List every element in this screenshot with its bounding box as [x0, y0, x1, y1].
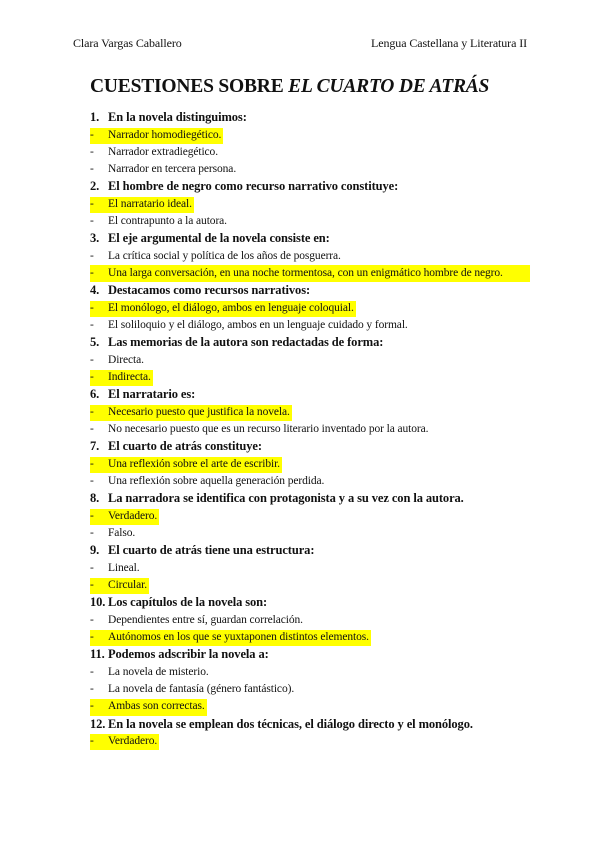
- answer-option-highlighted: [90, 698, 530, 715]
- question-item: [90, 109, 530, 178]
- option-text: El narratario ideal.: [108, 197, 192, 210]
- question-text: Las memorias de la autora son redactadas de forma:: [108, 335, 384, 350]
- question-number: 4.: [90, 283, 100, 298]
- option-text: Una reflexión sobre aquella generación perdida.: [108, 475, 325, 487]
- question-text: El eje argumental de la novela consiste en:: [108, 231, 330, 246]
- question-item: [90, 490, 530, 542]
- question-heading: [90, 490, 530, 508]
- question-heading: [90, 386, 530, 404]
- answer-option-highlighted: [90, 369, 530, 386]
- option-text: La novela de misterio.: [108, 665, 209, 678]
- answer-option: [90, 525, 530, 542]
- option-text: Narrador homodiegético.: [108, 128, 222, 141]
- option-text: El contrapunto a la autora.: [108, 215, 227, 227]
- answer-option-highlighted: [90, 629, 530, 646]
- question-number: 12.: [90, 716, 106, 731]
- question-number: 2.: [90, 179, 100, 194]
- answer-option: [90, 161, 530, 178]
- list-dash: -: [90, 197, 94, 210]
- page-header: [73, 36, 527, 51]
- answer-option: [90, 317, 530, 334]
- answer-option: [90, 352, 530, 369]
- answer-option: [90, 560, 530, 577]
- question-heading: [90, 716, 530, 734]
- question-number: 7.: [90, 439, 100, 454]
- answer-option: [90, 248, 530, 265]
- list-dash: -: [90, 613, 94, 626]
- question-item: [90, 594, 530, 646]
- answer-option: [90, 213, 530, 230]
- list-dash: -: [90, 475, 94, 487]
- answer-option: [90, 421, 530, 438]
- answer-option: [90, 664, 530, 681]
- answer-option: [90, 681, 530, 698]
- question-heading: [90, 438, 530, 456]
- question-text: Podemos adscribir la novela a:: [108, 647, 269, 662]
- option-text: La novela de fantasía (género fantástico).: [108, 683, 295, 695]
- question-item: [90, 646, 530, 715]
- list-dash: -: [90, 405, 94, 418]
- question-number: 6.: [90, 387, 100, 402]
- title-prefix: CUESTIONES SOBRE: [90, 76, 289, 97]
- list-dash: -: [90, 301, 94, 314]
- question-heading: [90, 178, 530, 196]
- question-text: En la novela se emplean dos técnicas, el diálogo directo y el monólogo.: [108, 716, 473, 731]
- question-text: En la novela distinguimos:: [108, 110, 247, 124]
- list-dash: -: [90, 319, 94, 331]
- option-text: El monólogo, el diálogo, ambos en lenguaje coloquial.: [108, 301, 354, 314]
- option-text: Falso.: [108, 527, 136, 539]
- question-number: 10.: [90, 595, 106, 610]
- list-dash: -: [90, 665, 94, 678]
- answer-option-highlighted: [90, 127, 530, 144]
- answer-option-highlighted: [90, 577, 530, 594]
- question-number: 3.: [90, 231, 100, 246]
- question-heading: [90, 230, 530, 248]
- answer-option: [90, 144, 530, 161]
- question-text: El cuarto de atrás tiene una estructura:: [108, 543, 315, 558]
- option-text: Verdadero.: [108, 509, 158, 522]
- list-dash: -: [90, 579, 94, 591]
- question-heading: [90, 334, 530, 352]
- option-text: Dependientes entre sí, guardan correlación.: [108, 613, 303, 626]
- question-heading: [90, 594, 530, 612]
- option-text: Una larga conversación, en una noche tormentosa, con un enigmático hombre de negro.: [108, 267, 503, 279]
- list-dash: -: [90, 509, 94, 522]
- list-dash: -: [90, 735, 94, 747]
- question-number: 8.: [90, 491, 100, 506]
- title-work: EL CUARTO DE ATRÁS: [288, 76, 490, 97]
- list-dash: -: [90, 145, 94, 158]
- list-dash: -: [90, 215, 94, 227]
- question-number: 9.: [90, 543, 100, 558]
- option-text: Ambas son correctas.: [108, 700, 205, 713]
- question-heading: [90, 282, 530, 300]
- option-text: El soliloquio y el diálogo, ambos en un lenguaje cuidado y formal.: [108, 319, 408, 331]
- option-text: Verdadero.: [108, 735, 158, 747]
- option-text: No necesario puesto que es un recurso literario inventado por la autora.: [108, 423, 429, 435]
- question-heading: [90, 646, 530, 664]
- question-heading: [90, 542, 530, 560]
- list-dash: -: [90, 423, 94, 435]
- question-item: [90, 178, 530, 230]
- option-text: Narrador en tercera persona.: [108, 163, 237, 175]
- list-dash: -: [90, 527, 94, 539]
- header-course: Lengua Castellana y Literatura II: [371, 36, 527, 50]
- question-number: 11.: [90, 647, 105, 662]
- question-item: [90, 716, 530, 751]
- question-text: El hombre de negro como recurso narrativo constituye:: [108, 179, 399, 194]
- answer-option: [90, 612, 530, 629]
- answer-option-highlighted: [90, 196, 530, 213]
- list-dash: -: [90, 128, 94, 141]
- answer-option-highlighted: [90, 404, 530, 421]
- list-dash: -: [90, 631, 94, 643]
- answer-option-highlighted: [90, 265, 530, 282]
- question-text: Los capítulos de la novela son:: [108, 595, 268, 610]
- page-title: [90, 76, 489, 98]
- list-dash: -: [90, 163, 94, 175]
- question-item: [90, 542, 530, 594]
- option-text: La crítica social y política de los años de posguerra.: [108, 249, 341, 262]
- list-dash: -: [90, 457, 94, 470]
- question-text: El narratario es:: [108, 387, 196, 402]
- list-dash: -: [90, 683, 94, 695]
- question-number: 1.: [90, 110, 100, 124]
- question-item: [90, 438, 530, 490]
- option-text: Directa.: [108, 353, 144, 366]
- question-item: [90, 334, 530, 386]
- list-dash: -: [90, 353, 94, 366]
- option-text: Necesario puesto que justifica la novela.: [108, 405, 290, 418]
- option-text: Autónomos en los que se yuxtaponen distintos elementos.: [108, 631, 369, 643]
- option-text: Circular.: [108, 579, 148, 591]
- answer-option-highlighted: [90, 508, 530, 525]
- answer-option-highlighted: [90, 456, 530, 473]
- list-dash: -: [90, 700, 94, 713]
- question-text: Destacamos como recursos narrativos:: [108, 283, 311, 298]
- question-item: [90, 282, 530, 334]
- question-heading: [90, 109, 530, 127]
- question-list: [90, 109, 530, 750]
- answer-option-highlighted: [90, 300, 530, 317]
- header-author: Clara Vargas Caballero: [73, 36, 182, 50]
- answer-option-highlighted: [90, 733, 530, 750]
- question-text: El cuarto de atrás constituye:: [108, 439, 262, 454]
- question-item: [90, 386, 530, 438]
- list-dash: -: [90, 267, 94, 279]
- list-dash: -: [90, 561, 94, 574]
- question-text: La narradora se identifica con protagonista y a su vez con la autora.: [108, 491, 464, 506]
- question-item: [90, 230, 530, 282]
- list-dash: -: [90, 249, 94, 262]
- answer-option: [90, 473, 530, 490]
- list-dash: -: [90, 371, 94, 383]
- option-text: Indirecta.: [108, 371, 151, 383]
- question-number: 5.: [90, 335, 100, 350]
- option-text: Una reflexión sobre el arte de escribir.: [108, 457, 280, 470]
- option-text: Lineal.: [108, 561, 140, 574]
- option-text: Narrador extradiegético.: [108, 145, 218, 158]
